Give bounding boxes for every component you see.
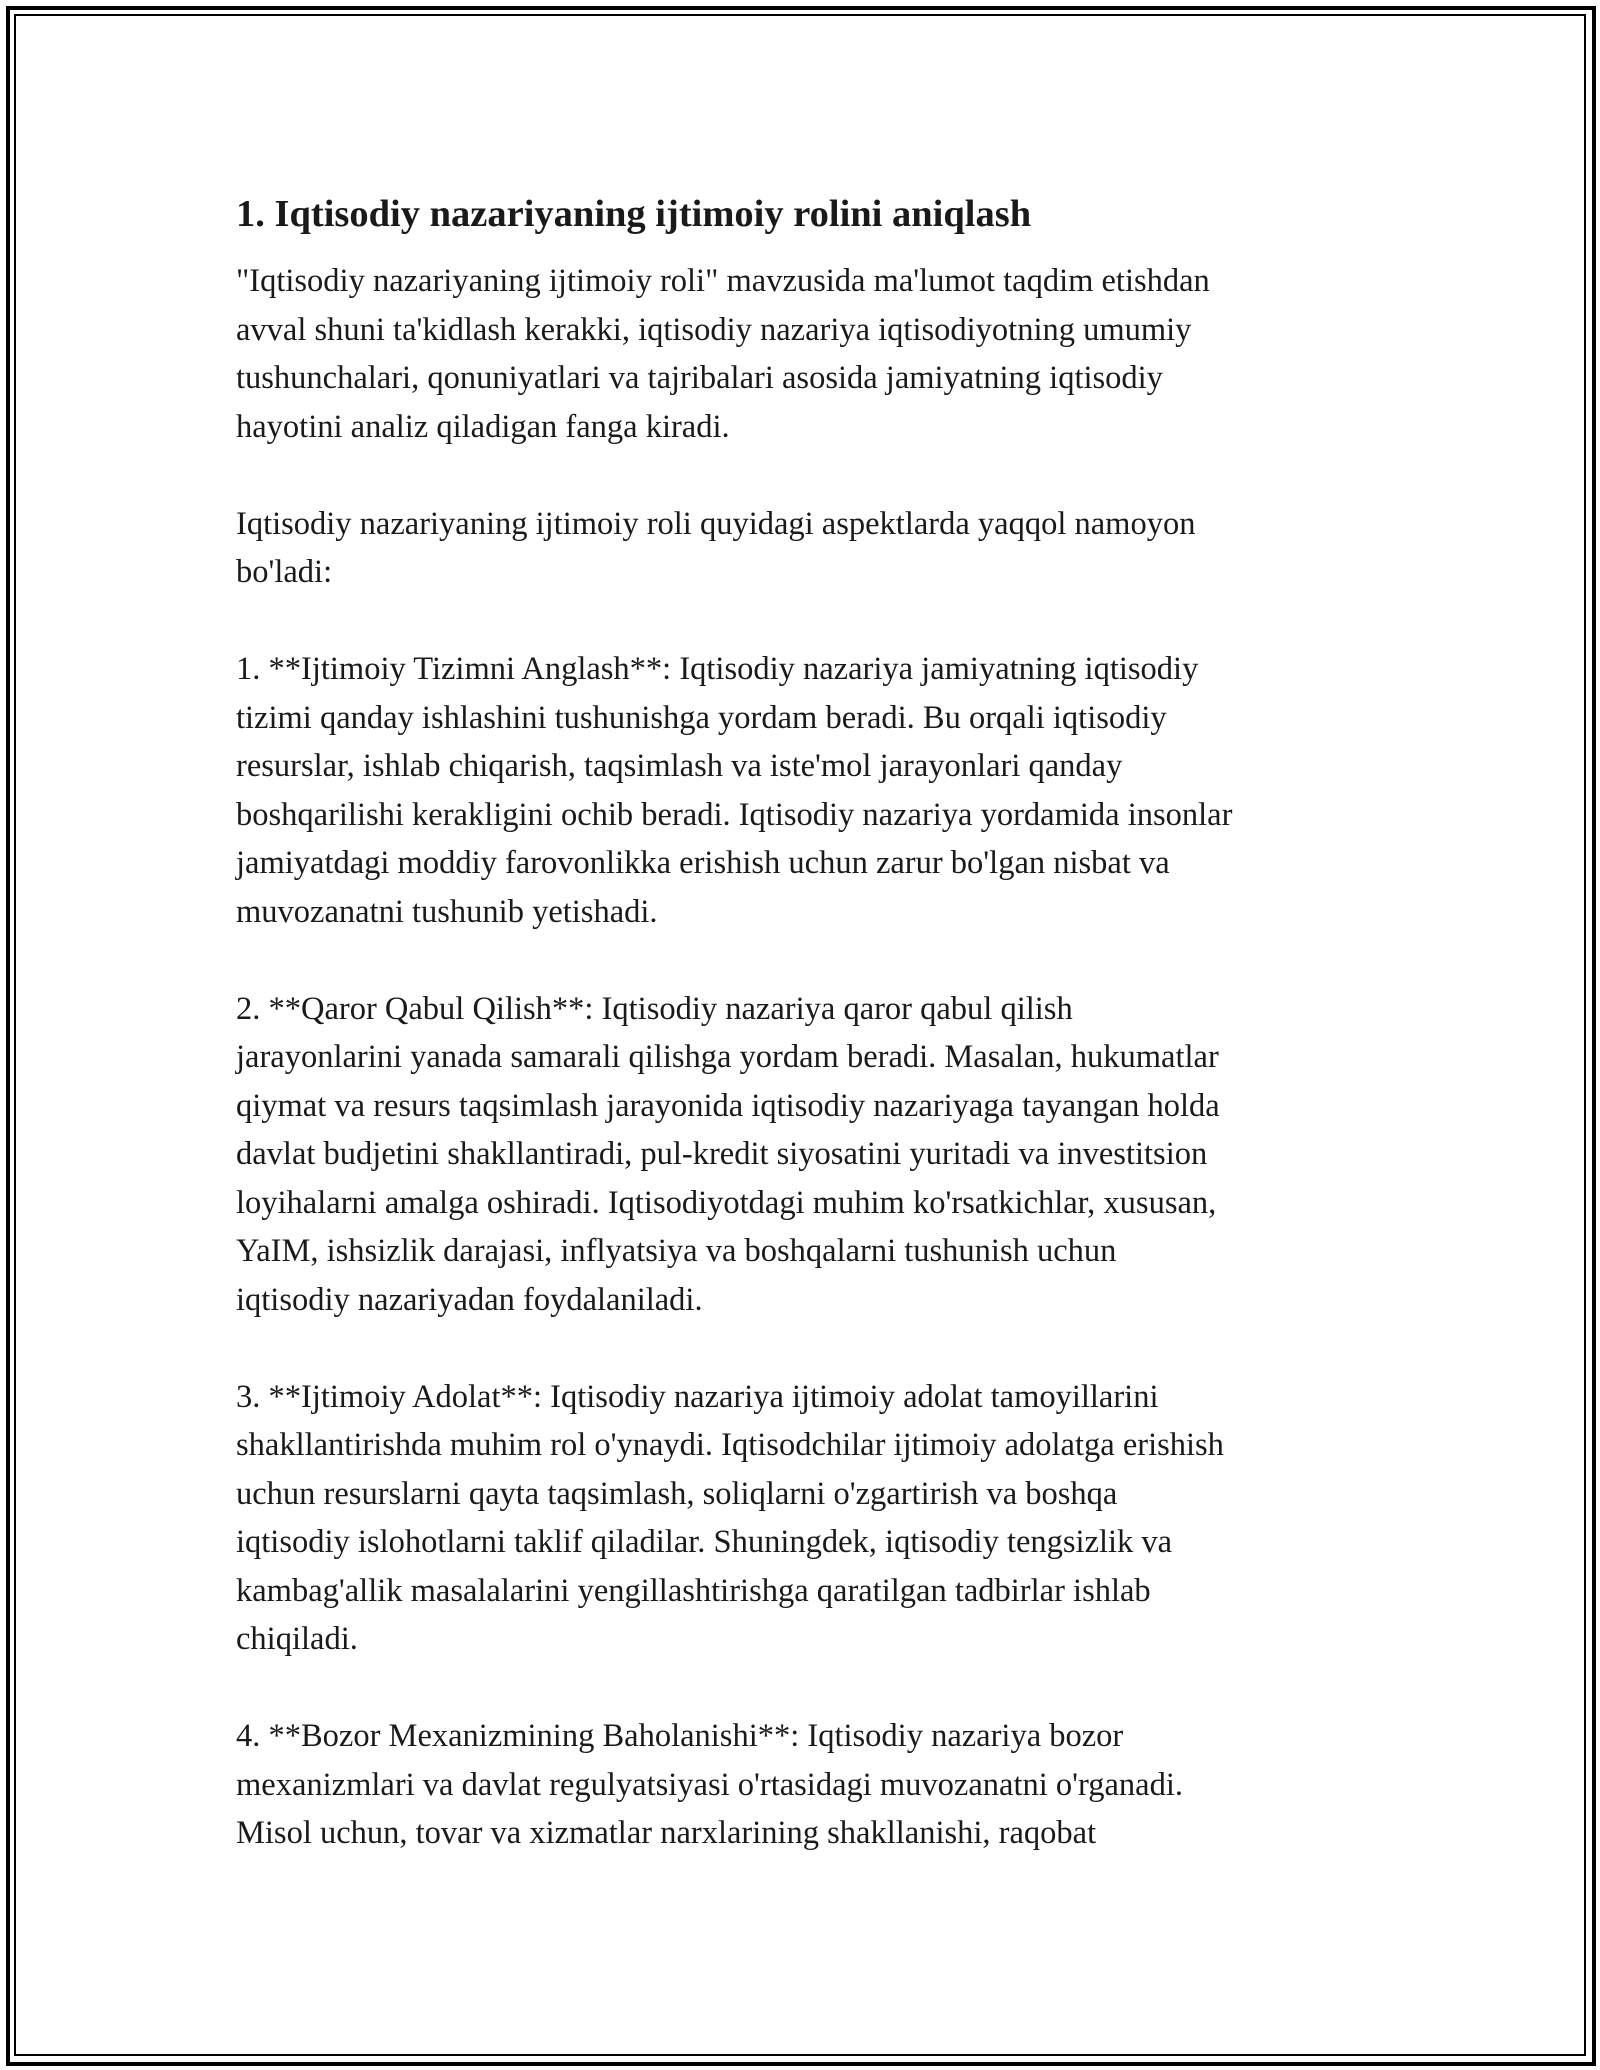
text-line: hayotini analiz qiladigan fanga kiradi. [236, 408, 730, 445]
text-line: boshqarilishi kerakligini ochib beradi. Iqtisodiy nazariya yordamida insonlar [236, 796, 1233, 833]
text-line: 3. **Ijtimoiy Adolat**: Iqtisodiy nazariya ijtimoiy adolat tamoyillarini [236, 1378, 1159, 1415]
document-title: 1. Iqtisodiy nazariyaning ijtimoiy rolini aniqlash [236, 193, 1032, 235]
text-line: loyihalarni amalga oshiradi. Iqtisodiyotdagi muhim ko'rsatkichlar, xususan, [236, 1184, 1217, 1221]
text-line: 2. **Qaror Qabul Qilish**: Iqtisodiy nazariya qaror qabul qilish [236, 990, 1073, 1027]
text-line: uchun resurslarni qayta taqsimlash, soliqlarni o'zgartirish va boshqa [236, 1475, 1118, 1512]
text-line: YaIM, ishsizlik darajasi, inflyatsiya va boshqalarni tushunish uchun [236, 1233, 1117, 1269]
document-page [236, 185, 1366, 1906]
text-line: tushunchalari, qonuniyatlari va tajribalari asosida jamiyatning iqtisodiy [236, 360, 1163, 396]
text-line: muvozanatni tushunib yetishadi. [236, 893, 658, 930]
text-line: "Iqtisodiy nazariyaning ijtimoiy roli" mavzusida ma'lumot taqdim etishdan [236, 263, 1210, 299]
text-line: 4. **Bozor Mexanizmining Baholanishi**: Iqtisodiy nazariya bozor [236, 1718, 1124, 1754]
text-line: bo'ladi: [236, 554, 333, 590]
text-line: kambag'allik masalalarini yengillashtirishga qaratilgan tadbirlar ishlab [236, 1572, 1151, 1609]
text-line: davlat budjetini shakllantiradi, pul-kredit siyosatini yuritadi va investitsion [236, 1136, 1208, 1172]
paragraph-aspects-lead [236, 500, 1366, 597]
text-line: shakllantirishda muhim rol o'ynaydi. Iqtisodchilar ijtimoiy adolatga erishish [236, 1427, 1224, 1463]
paragraph-intro [236, 257, 1366, 451]
text-line: 1. **Ijtimoiy Tizimni Anglash**: Iqtisodiy nazariya jamiyatning iqtisodiy [236, 651, 1199, 687]
paragraph-point-3 [236, 1373, 1366, 1664]
text-line: iqtisodiy islohotlarni taklif qiladilar. Shuningdek, iqtisodiy tengsizlik va [236, 1524, 1173, 1560]
paragraph-point-2 [236, 985, 1366, 1325]
paragraph-point-1 [236, 645, 1366, 936]
text-line: avval shuni ta'kidlash kerakki, iqtisodiy nazariya iqtisodiyotning umumiy [236, 311, 1192, 348]
text-line: qiymat va resurs taqsimlash jarayonida iqtisodiy nazariyaga tayangan holda [236, 1087, 1220, 1124]
paragraph-point-4 [236, 1712, 1366, 1858]
text-line: jamiyatdagi moddiy farovonlikka erishish uchun zarur bo'lgan nisbat va [236, 845, 1170, 881]
text-line: mexanizmlari va davlat regulyatsiyasi o'rtasidagi muvozanatni o'rganadi. [236, 1766, 1183, 1803]
text-line: Misol uchun, tovar va xizmatlar narxlarining shakllanishi, raqobat [236, 1815, 1097, 1851]
text-line: tizimi qanday ishlashini tushunishga yordam beradi. Bu orqali iqtisodiy [236, 699, 1167, 736]
text-line: jarayonlarini yanada samarali qilishga yordam beradi. Masalan, hukumatlar [236, 1039, 1219, 1075]
text-line: chiqiladi. [236, 1621, 358, 1657]
text-line: Iqtisodiy nazariyaning ijtimoiy roli quyidagi aspektlarda yaqqol namoyon [236, 505, 1196, 542]
text-line: resurslar, ishlab chiqarish, taqsimlash va iste'mol jarayonlari qanday [236, 748, 1123, 784]
text-line: iqtisodiy nazariyadan foydalaniladi. [236, 1281, 703, 1318]
